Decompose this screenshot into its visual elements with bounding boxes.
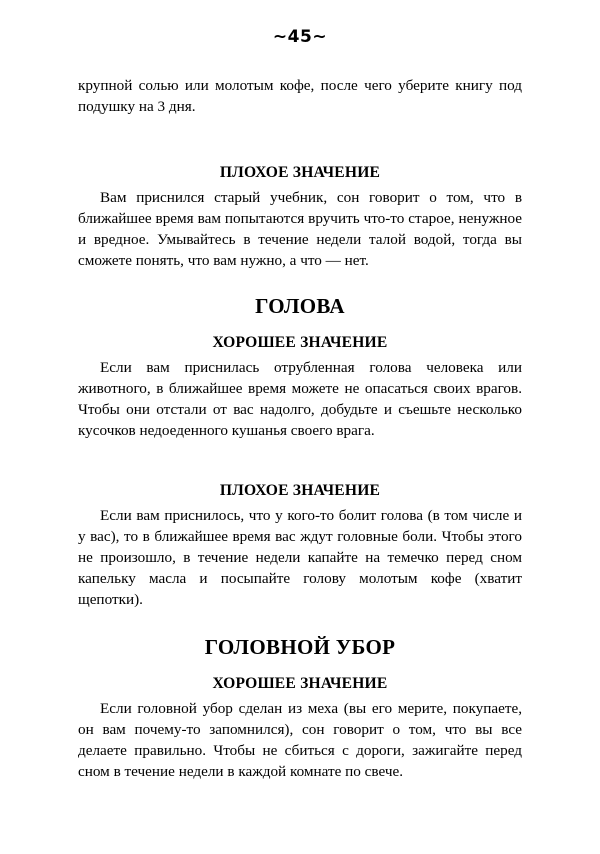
good-meaning-text-headwear: Если головной убор сделан из меха (вы его мерите, покупаете, он вам почему-то запомнился), сон говорит о том, что вы все делаете правильно. Чтобы не сбиться с дороги, зажигайте перед сном в течение недели в каждой комнате по свече. <box>78 700 522 780</box>
bad-meaning-heading-textbook: ПЛОХОЕ ЗНАЧЕНИЕ <box>219 164 381 181</box>
intro-paragraph: крупной солью или молотым кофе, после чего уберите книгу под подушку на 3 дня. <box>78 77 522 115</box>
section-title-head: ГОЛОВА <box>255 294 345 318</box>
good-meaning-heading-head: ХОРОШЕЕ ЗНАЧЕНИЕ <box>212 334 388 351</box>
good-meaning-text-head: Если вам приснилась отрубленная голова человека или животного, в ближайшее время можете не опасаться своих врагов. Чтобы они отстали от вас надолго, добудьте и съешьте несколько кусочков недоеденного кушанья своего врага. <box>78 359 522 439</box>
bad-meaning-heading-head: ПЛОХОЕ ЗНАЧЕНИЕ <box>219 482 381 499</box>
good-meaning-heading-headwear: ХОРОШЕЕ ЗНАЧЕНИЕ <box>212 675 388 692</box>
bad-meaning-text-head: Если вам приснилось, что у кого-то болит голова (в том числе и у вас), то в ближайшее время вас ждут головные боли. Чтобы этого не произошло, в течение недели капайте на темечко перед сном капельку масла и посыпайте голову молотым кофе (хватит щепотки). <box>78 507 522 608</box>
section-title-headwear: ГОЛОВНОЙ УБОР <box>204 635 396 659</box>
page-number: ~45~ <box>272 27 328 47</box>
bad-meaning-text-textbook: Вам приснился старый учебник, сон говорит о том, что в ближайшее время вам попытаются вручить что-то старое, ненужное и вредное. Умывайтесь в течение недели талой водой, тогда вы сможете понять, что вам нужно, а что — нет. <box>78 189 522 269</box>
page-content <box>78 75 522 782</box>
